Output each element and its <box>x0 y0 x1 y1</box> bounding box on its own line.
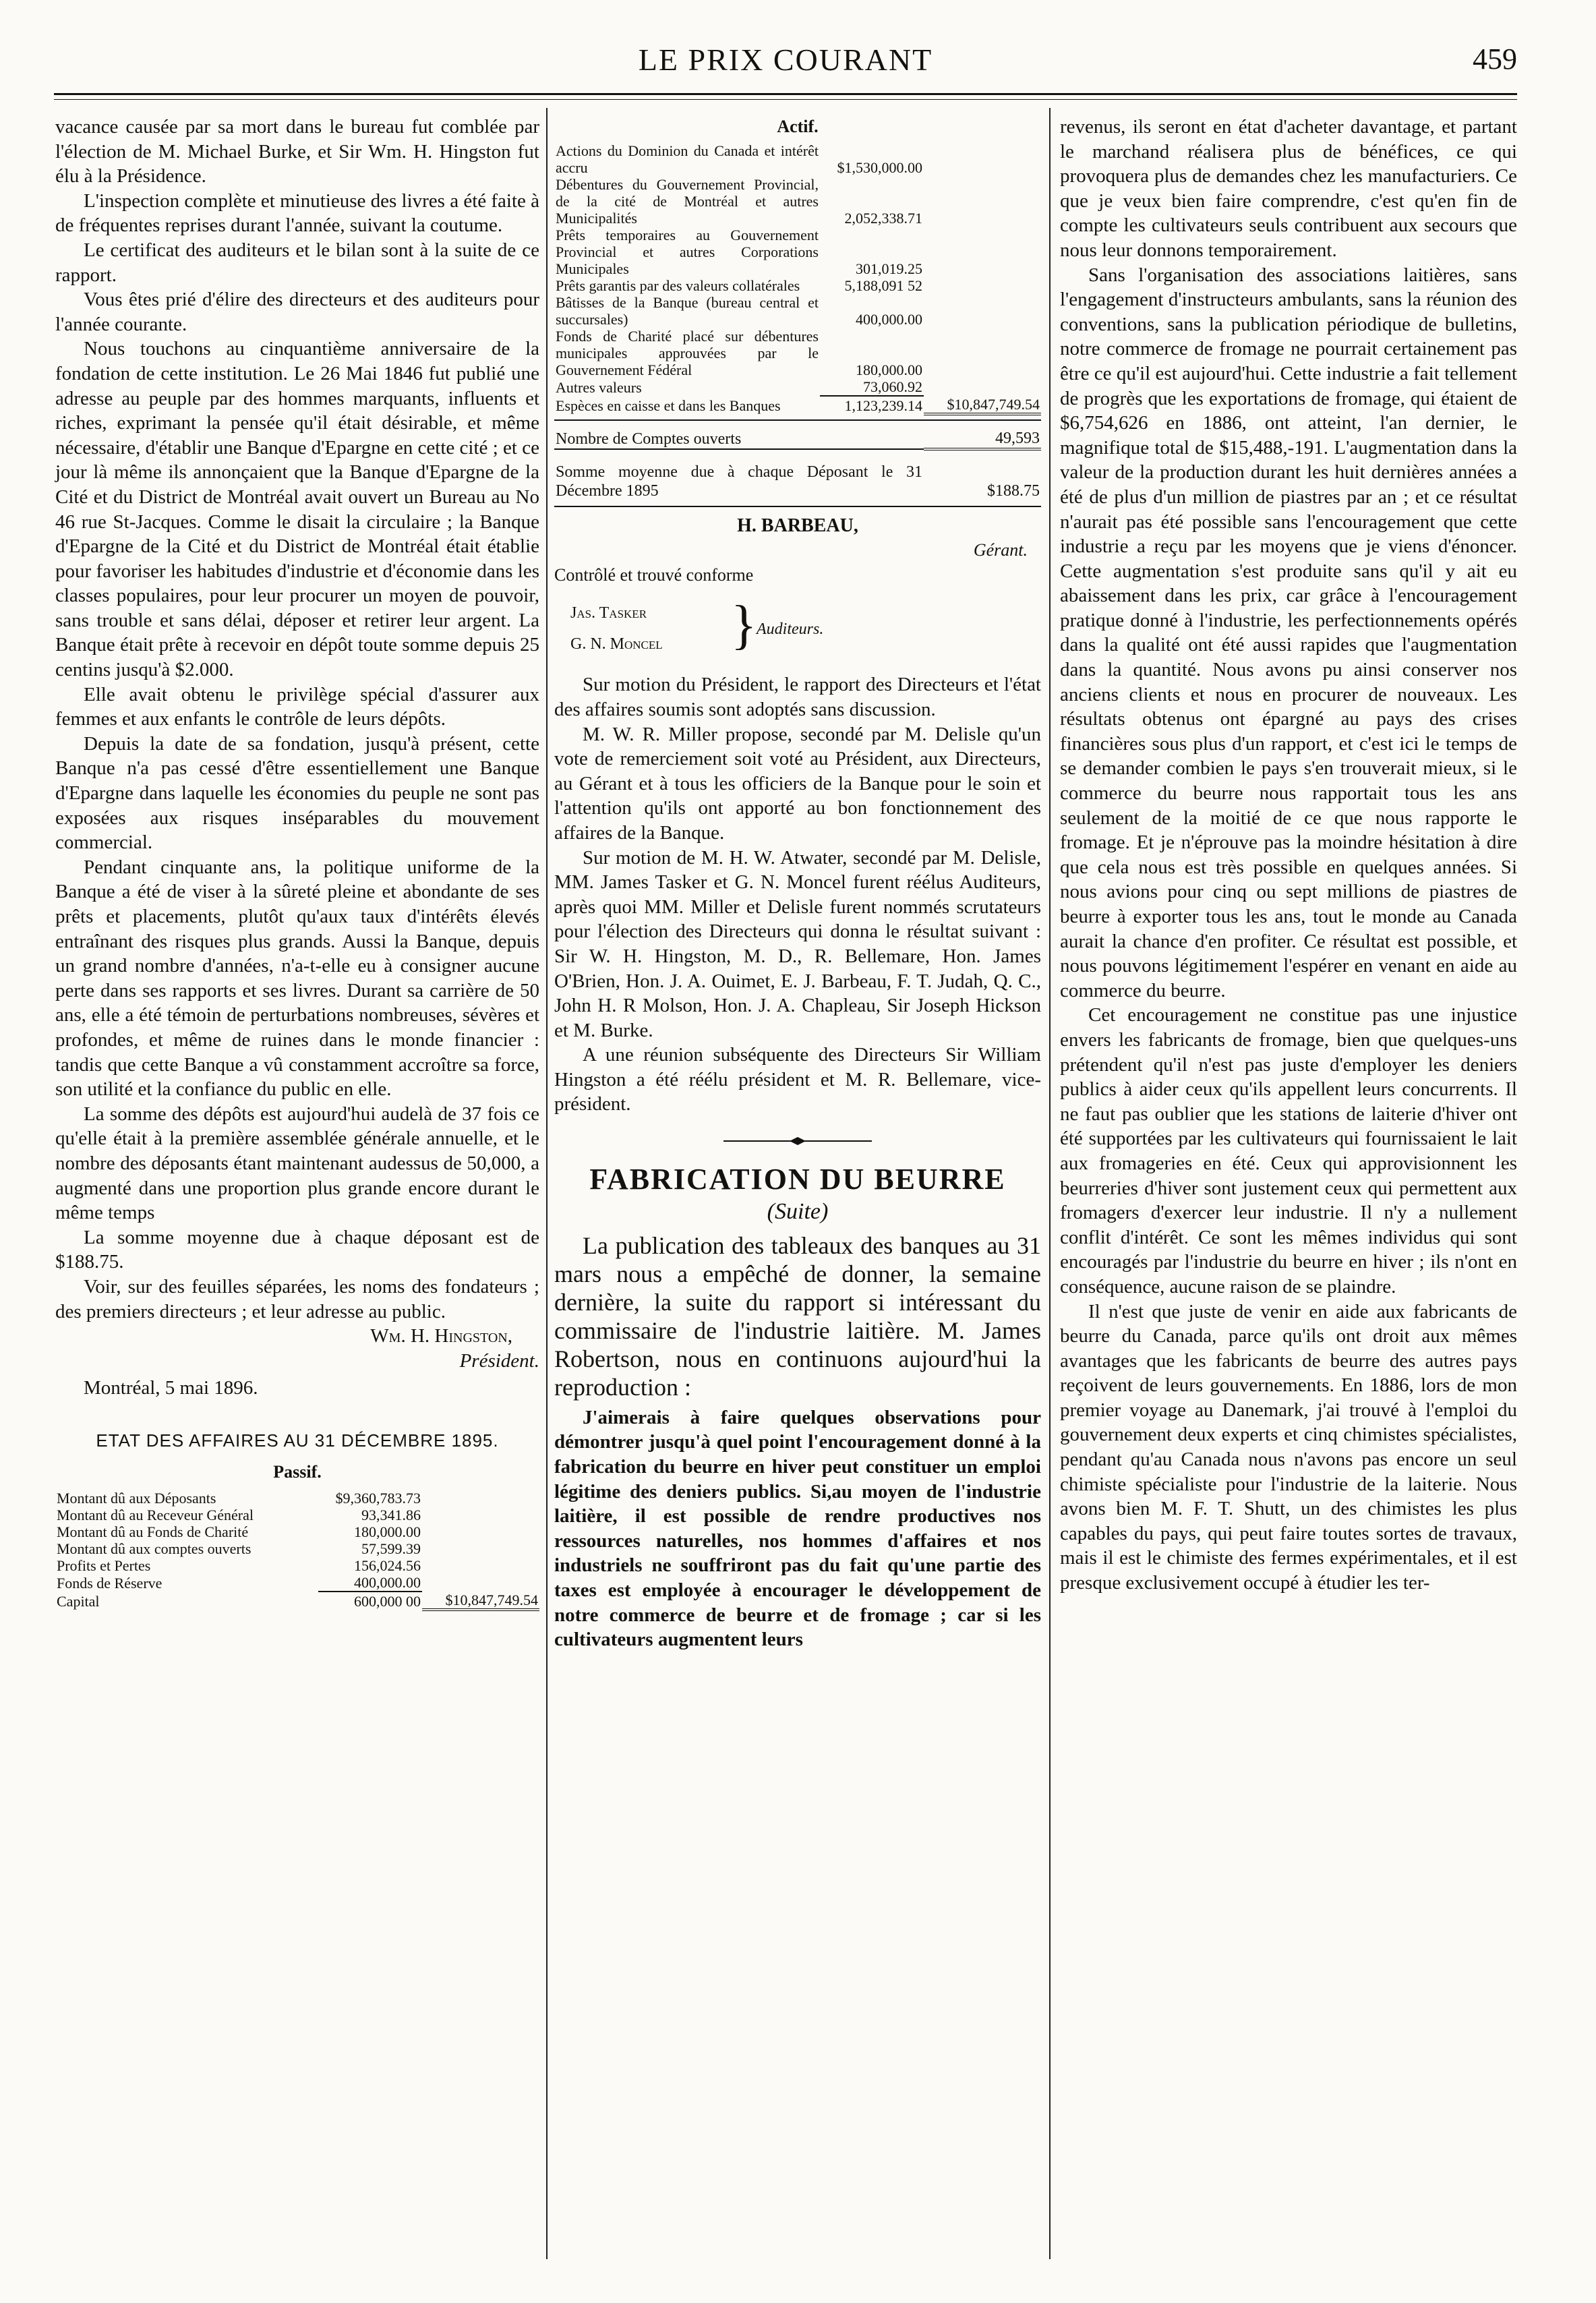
account-amount: 600,000 00 <box>318 1592 422 1610</box>
account-label: Montant dû au Receveur Général <box>57 1507 254 1524</box>
account-total <box>924 227 1041 277</box>
paragraph: Le certificat des auditeurs et le bilan sont à la suite de ce rapport. <box>55 239 539 286</box>
quote-paragraph: J'aimerais à faire quelques observations pour démontrer jusqu'à quel point l'encouragement donné à la fabrication du beurre en hiver peut constituer un emploi légitime des deniers publics. Si,au moyen de l'industrie laitière, il est possible de rendre productives nos ressources naturelles, nos hommes d'affaires et nos industriels ne souffriront pas du fait qu'une partie des taxes est employée à encourager le développement de notre commerce de beurre et de fromage ; car si les cultivateurs augmentent leurs <box>554 1406 1041 1651</box>
paragraph: A une réunion subséquente des Directeurs Sir William Hingston a été réélu président et M. R. Bellemare, vice-président. <box>554 1044 1041 1115</box>
paragraph: Elle avait obtenu le privilège spécial d'assurer aux femmes et aux enfants le contrôle de leurs dépôts. <box>55 683 539 730</box>
account-total <box>422 1557 539 1574</box>
actif-row <box>554 277 1041 294</box>
account-label: Bâtisses de la Banque (bureau central et succursales) <box>556 293 819 328</box>
ornament-divider <box>554 1128 1041 1153</box>
account-total <box>422 1574 539 1592</box>
paragraph: Cet encouragement ne constitue pas une injustice envers les fabricants de fromage, bien que quelques-uns prétendent qu'il n'est pas juste d'employer les deniers publics à aider ceux qu'ils appellent leurs concurrents. Il ne faut pas oublier que les stations de laiterie d'hiver ont été supportées par les cultivateurs qui fournissaient le lait aux fromageries en été. Ceux qui approvisionnent les beurreries d'hiver sont justement ceux qui permettent aux fromagers d'exercer leur industrie. Il n'y a nullement conflit d'intérêt. Ce sont les mêmes individus qui sont encouragés par l'industrie du beurre en hiver ; ils n'ont en conséquence, aucune raison de se plaindre. <box>1060 1004 1517 1298</box>
column-divider-1 <box>546 108 548 2259</box>
paragraph: Depuis la date de sa fondation, jusqu'à présent, cette Banque n'a pas cessé d'être essentiellement une Banque d'Epargne dans laquelle les économies du peuple ne sont pas exposées aux risques inséparables du mouvement commercial. <box>55 732 539 854</box>
actif-row <box>554 294 1041 328</box>
account-amount: 156,024.56 <box>354 1557 421 1575</box>
account-total <box>924 142 1041 176</box>
actif-row <box>554 396 1041 414</box>
column-3 <box>1060 115 1517 1596</box>
account-amount: $9,360,783.73 <box>335 1490 421 1507</box>
actif-table <box>554 142 1041 415</box>
statement-title: ETAT DES AFFAIRES AU 31 DÉCEMBRE 1895. <box>96 1430 499 1451</box>
account-amount: 73,060.92 <box>863 378 922 395</box>
paragraph: vacance causée par sa mort dans le bureau fut comblée par l'élection de M. Michael Burke, et Sir Wm. H. Hingston fut élu à la Présidence. <box>55 116 539 187</box>
account-total <box>422 1540 539 1557</box>
actif-row <box>554 176 1041 227</box>
account-amount: 57,599.39 <box>361 1540 421 1558</box>
account-label: Prêts garantis par des valeurs collatérales <box>556 276 800 294</box>
passif-heading: Passif. <box>273 1461 322 1482</box>
moyenne-value: $188.75 <box>987 482 1040 500</box>
account-amount: $1,530,000.00 <box>837 158 922 176</box>
account-label: Débentures du Gouvernement Provincial, de la cité de Montréal et autres Municipalités <box>556 175 819 227</box>
account-label: Profits et Pertes <box>57 1557 151 1575</box>
account-total: $10,847,749.54 <box>924 396 1041 414</box>
auditors-block <box>554 593 1041 658</box>
account-amount: 2,052,338.71 <box>844 209 922 227</box>
paragraph: L'inspection complète et minutieuse des livres a été faite à de fréquentes reprises durant l'année, suivant la coutume. <box>55 190 540 237</box>
account-label: Montant dû aux Déposants <box>57 1490 216 1507</box>
auditeurs-label: Auditeurs. <box>757 620 824 639</box>
actif-row <box>554 142 1041 176</box>
section-subtitle: (Suite) <box>767 1199 829 1225</box>
accounts-table <box>554 429 1041 500</box>
paragraph: Voir, sur des feuilles séparées, les noms des fondateurs ; des premiers directeurs ; et leur adresse au public. <box>55 1275 539 1322</box>
signature-title: Président. <box>459 1349 539 1372</box>
paragraph: Sur motion du Président, le rapport des Directeurs et l'état des affaires soumis sont adoptés sans discussion. <box>554 674 1041 720</box>
passif-row <box>55 1540 539 1557</box>
paragraph: Sur motion de M. H. W. Atwater, secondé par M. Delisle, MM. James Tasker et G. N. Moncel furent réélus Auditeurs, après quoi MM. Miller et Delisle furent nommés scrutateurs pour l'élection des Directeurs qui donna le résultat suivant : Sir W. H. Hingston, M. D., R. Bellemare, Hon. James O'Brien, Hon. J. A. Ouimet, E. J. Barbeau, F. T. Judah, Q. C., John H. R Molson, Hon. J. A. Chapleau, Sir Joseph Hickson et M. Burke. <box>554 846 1041 1041</box>
account-total <box>924 277 1041 294</box>
paragraph: Il n'est que juste de venir en aide aux fabricants de beurre du Canada, parce qu'ils ont droit aux mêmes avantages que les fabricants de beurre des autres pays reçoivent de leurs gouvernements. En 1886, lors de mon premier voyage au Danemark, j'ai trouvé à l'emploi du gouvernement deux experts et cinq chimistes spécialistes, pendant qu'au Canada nous n'avons pas encore un seul chimiste spécialiste pour l'industrie de la laiterie. Nous avons bien M. F. T. Shutt, un des chimistes les plus capables du pays, qui peut faire toutes sortes de travaux, mais il est le chimiste des fermes expérimentales, et il est presque exclusivement occupé à étudier les ter- <box>1060 1300 1517 1594</box>
passif-row <box>55 1523 539 1540</box>
account-label: Actions du Dominion du Canada et intérêt accru <box>556 142 819 176</box>
account-total <box>422 1490 539 1507</box>
paragraph: Pendant cinquante ans, la politique uniforme de la Banque a été de viser à la sûreté pleine et abondante de ses prêts et placements, plutôt qu'aux taux d'intérêts élevés entraînant des risques plus grands. Aussi la Banque, depuis un grand nombre d'années, n'a-t-elle eu à consigner aucune perte dans ses rapports et ses livres. Durant sa carrière de 50 ans, elle a été témoin de perturbations nombreuses, sévères et profondes, et même de ruines dans le monde financier : tandis que cette Banque a vû constamment accroître sa force, son utilité et la confiance du public en elle. <box>55 856 539 1101</box>
paragraph: revenus, ils seront en état d'acheter davantage, et partant le marchand réalisera plus de bénéfices, ce qui provoquera plus de demandes chez les manufacturiers. Ce que je veux bien faire comprendre, c'est qu'en fin de compte les cultivateurs seuls contribuent aux secours que nous leur donnons temporairement. <box>1060 116 1517 261</box>
column-divider-2 <box>1049 108 1051 2259</box>
passif-row <box>55 1507 539 1523</box>
account-amount: 180,000.00 <box>856 361 922 378</box>
account-label: Montant dû aux comptes ouverts <box>57 1540 252 1558</box>
account-label: Montant dû au Fonds de Charité <box>57 1523 249 1541</box>
account-label: Fonds de Charité placé sur débentures municipales approuvées par le Gouvernement Fédéral <box>556 327 819 378</box>
gerant-name: H. BARBEAU, <box>737 515 858 536</box>
column-2 <box>554 115 1041 1652</box>
place-date: Montréal, 5 mai 1896. <box>84 1377 258 1399</box>
actif-row <box>554 328 1041 378</box>
account-label: Autres valeurs <box>556 378 642 396</box>
paragraph: La somme moyenne due à chaque déposant est de $188.75. <box>55 1226 539 1273</box>
account-amount: 301,019.25 <box>856 260 922 277</box>
page-header <box>54 42 1517 89</box>
account-total <box>924 378 1041 396</box>
account-amount: 93,341.86 <box>361 1507 421 1524</box>
passif-table <box>55 1490 539 1611</box>
account-total <box>924 176 1041 227</box>
account-label: Prêts temporaires au Gouvernement Provincial et autres Corporations Municipales <box>556 226 819 277</box>
signature-name: Wm. H. Hingston, <box>370 1325 512 1347</box>
header-rule-thin <box>54 99 1517 100</box>
passif-row <box>55 1592 539 1610</box>
account-amount: 400,000.00 <box>354 1574 421 1592</box>
account-amount: 5,188,091 52 <box>844 276 922 294</box>
account-amount: 400,000.00 <box>856 310 922 328</box>
journal-title: LE PRIX COURANT <box>638 42 933 77</box>
passif-row <box>55 1490 539 1507</box>
section-title: FABRICATION DU BEURRE <box>589 1162 1006 1196</box>
paragraph: M. W. R. Miller propose, secondé par M. Delisle qu'un vote de remerciement soit voté au Président, aux Directeurs, au Gérant et à tous les officiers de la Banque pour le soin et l'attention qu'ils ont apporté au bon fonctionnement des affaires de la Banque. <box>554 723 1041 844</box>
gerant-title: Gérant. <box>973 540 1028 560</box>
account-label: Espèces en caisse et dans les Banques <box>556 397 781 414</box>
actif-heading: Actif. <box>777 117 819 136</box>
comptes-value: 49,593 <box>924 429 1041 449</box>
auditor-2: G. N. Moncel <box>570 635 663 653</box>
paragraph: La somme des dépôts est aujourd'hui audelà de 37 fois ce qu'elle était à la première assemblée générale annuelle, et le nombre des déposants étant maintenant audessus de 50,000, a augmenté dans une proportion plus grande encore durant le même temps <box>55 1103 539 1224</box>
account-total <box>924 294 1041 328</box>
paragraph: Vous êtes prié d'élire des directeurs et des auditeurs pour l'année courante. <box>55 289 539 335</box>
auditor-1: Jas. Tasker <box>570 604 647 622</box>
account-total <box>422 1523 539 1540</box>
header-rule <box>54 93 1517 95</box>
account-label: Fonds de Réserve <box>57 1575 162 1592</box>
comptes-label: Nombre de Comptes ouverts <box>556 430 742 448</box>
account-label: Capital <box>57 1593 100 1610</box>
lead-paragraph: La publication des tableaux des banques au 31 mars nous a empêché de donner, la semaine dernière, la suite du rapport si intéressant du commissaire de l'industrie laitière. M. James Robertson, nous en continuons aujourd'hui la reproduction : <box>554 1231 1041 1401</box>
account-amount: 180,000.00 <box>354 1523 421 1541</box>
passif-row <box>55 1557 539 1574</box>
actif-row <box>554 378 1041 396</box>
account-amount: 1,123,239.14 <box>820 396 924 414</box>
account-total <box>924 328 1041 378</box>
controle-text: Contrôlé et trouvé conforme <box>554 564 754 585</box>
actif-row <box>554 227 1041 277</box>
page-number: 459 <box>1473 42 1517 76</box>
moyenne-label: Somme moyenne due à chaque Déposant le 31 Décembre 1895 <box>556 463 922 500</box>
passif-row <box>55 1574 539 1592</box>
brace: } <box>731 595 757 655</box>
account-total: $10,847,749.54 <box>422 1592 539 1610</box>
paragraph: Sans l'organisation des associations laitières, sans l'engagement d'instructeurs ambulants, sans la réunion des conventions, sans la publication périodique de bulletins, notre commerce de fromage ne pourrait certainement pas être ce qu'il est aujourd'hui. Cette industrie a fait tellement de progrès que les exportations de fromage, qui étaient de $6,754,626 en 1886, ont atteint, l'an dernier, le magnifique total de $15,488,-191. L'augmentation dans la valeur de la production durant les huit dernières années a été de plus d'un million de piastres par an ; et ce résultat n'aurait pas été possible sans l'encouragement que cette industrie a reçu par les moyens que je viens d'énoncer. Cette augmentation s'est produite sans qu'il y ait eu abaissement dans les prix, car grâce à l'encouragement pratique donné à l'industrie, les perfectionnements opérés dans la qualité ont été aussi rapides que l'augmentation dans la quantité. Nous avons pu ainsi conserver nos anciens clients et nous en procurer de nouveaux. Les résultats obtenus ont épargné au pays des crises financières sous plus d'un rapport, et c'est ici le temps de se demander combien le pays s'en trouverait mieux, si le commerce du beurre nous rapportait tous les ans seulement de la moitié de ce que nous rapporte le fromage. Et je n'éprouve pas la moindre hésitation à dire que cela nous est très possible en quelques années. Si nous avions pour cinq ou sept millions de piastres de beurre à exporter tous les ans, tout le monde au Canada aurait la chance d'en profiter. Ce résultat est possible, et nous pouvons légitimement l'espérer en venant en aide au commerce du beurre. <box>1060 264 1517 1001</box>
account-total <box>422 1507 539 1523</box>
paragraph: Nous touchons au cinquantième anniversaire de la fondation de cette institution. Le 26 Mai 1846 fut publié une adresse au peuple par des hommes marquants, influents et riches, exprimant la pensée qu'il était désirable, et même nécessaire, d'établir une Banque d'Epargne en cette cité ; et ce jour là même ils annonçaient que la Banque d'Epargne de la Cité et du District de Montréal avait ouvert un Bureau au No 46 rue St-Jacques. Comme le disait la circulaire ; la Banque d'Epargne de la Cité et du District de Montréal était établie pour favoriser les habitudes d'industrie et d'économie dans les classes populaires, pour leur procurer un moyen de pouvoir, sans trouble et sans délai, déposer et retirer leur argent. La Banque était prête à recevoir en dépôt toute somme depuis 25 centins jusqu'à $2.000. <box>55 338 539 681</box>
column-1 <box>55 115 539 1611</box>
